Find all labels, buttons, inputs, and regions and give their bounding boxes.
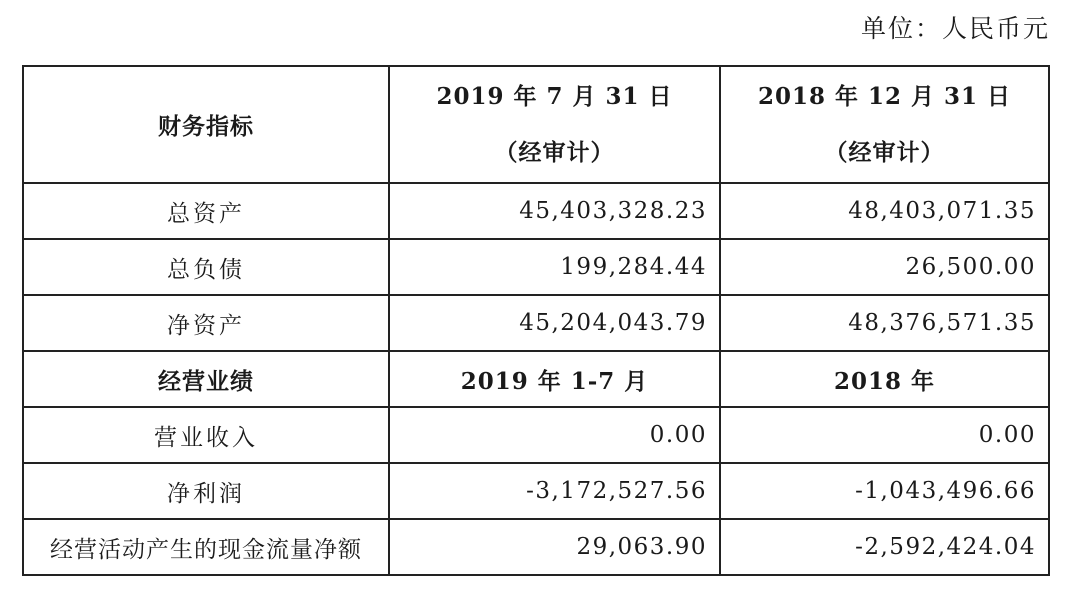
value-2018: 48,376,571.35: [720, 295, 1049, 351]
table-row-operating-cash-flow: [23, 519, 1049, 575]
value-2019: 199,284.44: [389, 239, 720, 295]
period-2019-date: 2019 年 7 月 31 日: [436, 82, 673, 110]
row-label: 经营活动产生的现金流量净额: [23, 519, 389, 575]
table-row-total-liabilities: [23, 239, 1049, 295]
period-2019-header-cell: [389, 66, 720, 183]
table-row-revenue: [23, 407, 1049, 463]
unit-note: 单位：人民币元: [860, 14, 1050, 43]
value-2018: 48,403,071.35: [720, 183, 1049, 239]
period-2019-note: （经审计）: [494, 138, 615, 166]
value-2018: -1,043,496.66: [720, 463, 1049, 519]
metric-header-label: 财务指标: [158, 113, 254, 140]
value-2019: 45,403,328.23: [389, 183, 720, 239]
row-label: 营业收入: [23, 407, 389, 463]
value-2019: 0.00: [389, 407, 720, 463]
performance-period-2018: 2018 年: [720, 351, 1049, 407]
value-2018: 0.00: [720, 407, 1049, 463]
financial-table: [22, 65, 1050, 576]
table-row-total-assets: [23, 183, 1049, 239]
value-2018: -2,592,424.04: [720, 519, 1049, 575]
value-2019: 45,204,043.79: [389, 295, 720, 351]
value-2019: -3,172,527.56: [389, 463, 720, 519]
performance-period-2019: 2019 年 1-7 月: [389, 351, 720, 407]
table-header-row: [23, 66, 1049, 183]
performance-header-label: 经营业绩: [23, 351, 389, 407]
row-label: 净资产: [23, 295, 389, 351]
period-2018-date: 2018 年 12 月 31 日: [757, 82, 1012, 110]
performance-header-row: [23, 351, 1049, 407]
value-2018: 26,500.00: [720, 239, 1049, 295]
table-row-net-assets: [23, 295, 1049, 351]
value-2019: 29,063.90: [389, 519, 720, 575]
period-2018-note: （经审计）: [824, 138, 945, 166]
row-label: 总负债: [23, 239, 389, 295]
table-row-net-profit: [23, 463, 1049, 519]
metric-header-cell: [23, 66, 389, 183]
row-label: 净利润: [23, 463, 389, 519]
period-2018-header-cell: [720, 66, 1049, 183]
row-label: 总资产: [23, 183, 389, 239]
